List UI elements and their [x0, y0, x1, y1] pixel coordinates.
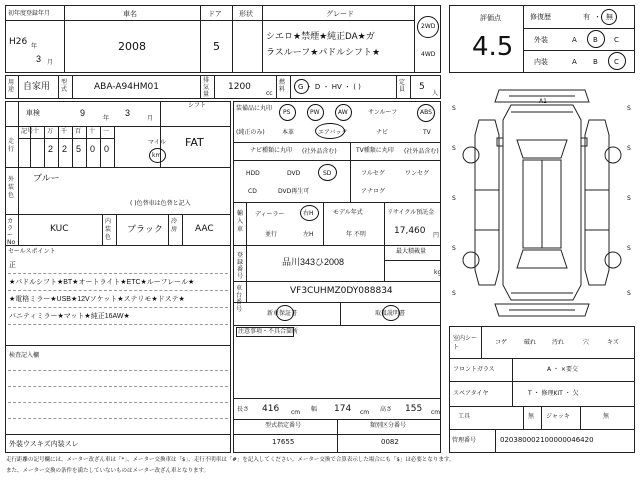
inspector-label: 検査記入欄 [9, 352, 40, 359]
interior-option-a: A [572, 58, 577, 66]
navi-sd: SD [323, 170, 332, 177]
navi-hdd: HDD [246, 170, 260, 177]
warranty-label: 新車保証書 [267, 310, 298, 317]
equip-leather: 本革 [282, 129, 295, 136]
car-damage-diagram [449, 80, 635, 324]
exterior-color-value: ブルー [33, 173, 60, 183]
drive-2wd: 2WD [421, 23, 436, 30]
type-no-label: 型式指定番号 [265, 422, 302, 429]
height-unit: cm [431, 409, 441, 416]
svg-text:S: S [627, 145, 631, 152]
bottom-note: 外装ウスキズ内装スレ [9, 441, 79, 448]
capacity-value: 5 [419, 82, 425, 92]
jack-value: 無 [603, 413, 610, 420]
exterior-label: 外装 [534, 36, 548, 44]
exterior-color-label: 外装色 [8, 176, 15, 199]
equipment-label: 装備品に丸印 [236, 105, 273, 112]
navi-dvd: DVD [287, 170, 301, 177]
equip-pw: PW [310, 109, 320, 116]
capacity-unit: 人 [432, 90, 439, 97]
first-reg-month: 3 [36, 54, 42, 64]
sales-point-line-3: バニティミラー★マット★純正16AW★ [9, 313, 130, 320]
interior-color-label: 内装色 [105, 218, 112, 241]
model-year-value: 年 不明 [346, 231, 366, 238]
shift-label: シフト [188, 102, 207, 109]
mileage-digit-header: 千 [61, 128, 68, 135]
tools-label: 工具 [458, 413, 471, 420]
seat-ana: 穴 [583, 339, 590, 346]
tools-value: 無 [528, 413, 535, 420]
management-label: 管理番号 [452, 437, 477, 444]
svg-text:S: S [452, 105, 456, 112]
left-main-block [5, 101, 231, 453]
interior-seat-label: 室内シート [453, 335, 478, 351]
exterior-option-b: B [593, 36, 598, 44]
doors: 5 [213, 40, 220, 53]
mileage-digit-header: 十 [89, 128, 96, 135]
equip-sunroof: サンルーフ [368, 109, 398, 116]
mileage-digit-header: 百 [75, 128, 82, 135]
mileage-digit-header: 一 [103, 128, 110, 135]
tv-analog: アナログ [361, 188, 386, 195]
svg-text:S: S [452, 290, 456, 297]
equip-aw: AW [338, 109, 348, 116]
recycle-unit: 円 [433, 232, 440, 239]
inspection-label: 車検 [26, 109, 40, 117]
svg-text:S: S [627, 105, 631, 112]
import-parallel: 並行 [265, 231, 278, 238]
length-value: 416 [262, 404, 280, 414]
equip-ps: PS [283, 109, 291, 116]
first-reg-year-unit: 年 [31, 43, 38, 50]
car-name-label: 車名 [123, 10, 137, 18]
seat-yogore: 汚れ [552, 339, 565, 346]
spare-tire-label: スペアタイヤ [453, 390, 489, 397]
manual-label: 取扱説明書 [375, 310, 406, 317]
seat-koge: コゲ [495, 339, 508, 346]
grade-line2: ラスルーフ★パドルシフト★ [266, 47, 381, 57]
usage-row [5, 75, 441, 99]
interior-color-value: ブラック [127, 224, 163, 234]
repair-option-yes: 有 [583, 13, 590, 21]
fuel-label: 燃料 [279, 79, 286, 93]
exterior-option-a: A [572, 36, 577, 44]
color-no-label: カラーNo [7, 218, 16, 246]
mileage-digit: 2 [48, 144, 54, 154]
first-reg-month-unit: 月 [47, 59, 54, 66]
shape-label: 形状 [239, 10, 253, 18]
import-dealer: ディーラー [255, 211, 285, 218]
repair-option-no: 無 [606, 13, 613, 21]
mileage-digit: 5 [76, 144, 82, 154]
diagram-side-label: A1 [539, 98, 547, 105]
jack-label: ジャッキ [546, 413, 570, 420]
seat-yabure: 破れ [524, 339, 537, 346]
mileage-digit: 0 [90, 144, 96, 154]
score-value: 4.5 [472, 32, 514, 62]
sales-point-line-2: ★電格ミラー★USB★12Vソケット★ステリモ★ドステ★ [9, 296, 185, 303]
caution-label: 注意事項・不具合箇所 [238, 328, 299, 335]
navi-dvd-play: DVD再生可 [278, 188, 310, 195]
usage-value: 自家用 [23, 82, 51, 92]
recycle-value: 17,460 [394, 226, 426, 236]
svg-text:S: S [627, 195, 631, 202]
navi-note: (社外品含む) [302, 148, 337, 155]
svg-text:S: S [452, 145, 456, 152]
length-unit: cm [291, 409, 301, 416]
navi-label: ナビ種類に丸印 [250, 147, 293, 154]
equip-navi: ナビ [376, 129, 389, 136]
score-label: 評価点 [480, 14, 501, 22]
exterior-color-note: ( )色替車は色替と記入 [130, 200, 191, 207]
seat-kizu: キズ [607, 339, 619, 346]
inspection-month: 3 [125, 108, 131, 118]
spare-tire-value: T ・ 修理KIT ・ 欠 [528, 390, 579, 397]
mileage-label: 走行 [8, 138, 15, 153]
inspection-year-unit: 年 [103, 115, 110, 122]
navi-cd: CD [248, 188, 257, 195]
equip-airbag: エアバック [318, 129, 348, 136]
sales-point-line-1: ★パドルシフト★BT★オートライト★ETC★ルーフレール★ [9, 279, 195, 286]
mileage-unit-km: km [152, 152, 162, 159]
usage-label: 用途 [8, 79, 15, 93]
sales-points-label: セールスポイント [8, 248, 56, 255]
width-unit: cm [360, 409, 370, 416]
import-handle-left: 左H [303, 231, 314, 238]
inspection-year: 9 [80, 108, 86, 118]
import-label: 輸入車 [237, 210, 244, 233]
interior-label: 内装 [534, 58, 548, 66]
inspection-month-unit: 月 [147, 115, 154, 122]
registration-value: 品川343ひ2008 [282, 257, 345, 267]
mileage-digit: 0 [104, 144, 110, 154]
max-load-label: 最大積載量 [396, 248, 427, 255]
displacement-label: 排気量 [203, 77, 210, 98]
equip-abs: ABS [420, 109, 432, 116]
grade-line1: シエロ★禁煙★純正DA★ガ [266, 31, 375, 41]
tv-fullseg: フルセグ [361, 170, 385, 177]
mileage-digit-header: 十 [33, 128, 40, 135]
tv-note: (社外品含む) [404, 148, 439, 155]
sales-point-line-0: 正 [9, 262, 16, 269]
tv-label: TV種類に丸印 [356, 147, 394, 154]
interior-option-c: C [614, 58, 619, 66]
repair-label: 修復歴 [530, 13, 551, 21]
width-value: 174 [334, 404, 352, 414]
tv-oneseg: ワンセグ [405, 170, 430, 177]
recycle-label: リサイクル預託金 [387, 209, 435, 216]
displacement-unit: cc [266, 90, 273, 97]
fuel-options: G ・ D ・ HV ・ ( ) [298, 83, 361, 91]
footer-line1: 走行距離の記号欄には、メーター改ざん車は「*」、メーター交換車は「$」、走行不明車は「#」を記入してください。メーター交換で合算表示した場合にも「$」は必要となります。 [6, 457, 455, 463]
class-no-value: 0082 [381, 438, 399, 446]
first-reg-label: 初年度登録年月 [8, 10, 51, 17]
chassis-value: VF3CUHMZ0DY088834 [290, 286, 393, 296]
equipment-sublabel: (純正のみ) [236, 129, 265, 136]
front-glass-label: フロントガラス [453, 366, 495, 373]
model-label: 型式 [61, 79, 68, 93]
mileage-unit-mile: マイル [148, 139, 166, 146]
width-label: 幅 [311, 406, 318, 413]
svg-text:S: S [627, 245, 631, 252]
car-name: 2008 [118, 40, 146, 53]
mileage-digit-header: 万 [47, 128, 54, 135]
air-label: 冷房 [171, 218, 178, 233]
grade-label: グレード [326, 10, 354, 18]
chassis-label: 車台番号 [236, 285, 243, 313]
class-no-label: 類別区分番号 [370, 422, 407, 429]
air-value: AAC [195, 224, 214, 234]
model-year-label: モデル年式 [333, 209, 363, 216]
mileage-digit: 2 [62, 144, 68, 154]
exterior-option-c: C [614, 36, 619, 44]
height-label: 高さ [380, 406, 393, 413]
doors-label: ドア [208, 10, 222, 18]
height-value: 155 [405, 404, 423, 414]
header-row [5, 5, 441, 73]
registration-label: 登録番号 [237, 252, 244, 280]
footer-line2: また、メーター交換の条件を満たしていないものはメーター改ざん車となります。 [6, 468, 210, 474]
color-no-value: KUC [50, 224, 69, 234]
length-label: 長さ [237, 406, 250, 413]
management-value: 020380002100000046420 [500, 436, 594, 444]
max-load-unit: kg [434, 269, 442, 276]
type-no-value: 17655 [272, 438, 295, 446]
mileage-digit-header: 記号 [21, 128, 34, 135]
front-glass-value: A ・ ×要交 [547, 366, 578, 373]
interior-option-b: B [593, 58, 598, 66]
drive-4wd: 4WD [421, 51, 436, 58]
shift-value: FAT [185, 136, 204, 149]
capacity-label: 定員 [399, 79, 406, 93]
displacement-value: 1200 [228, 82, 251, 92]
svg-text:S: S [627, 290, 631, 297]
svg-text:S: S [452, 245, 456, 252]
equip-tv: TV [423, 129, 431, 136]
model-value: ABA-A94HM01 [94, 82, 159, 92]
svg-text:S: S [452, 195, 456, 202]
import-handle-right: 右H [303, 210, 314, 217]
first-reg-era: H26 [9, 37, 28, 47]
